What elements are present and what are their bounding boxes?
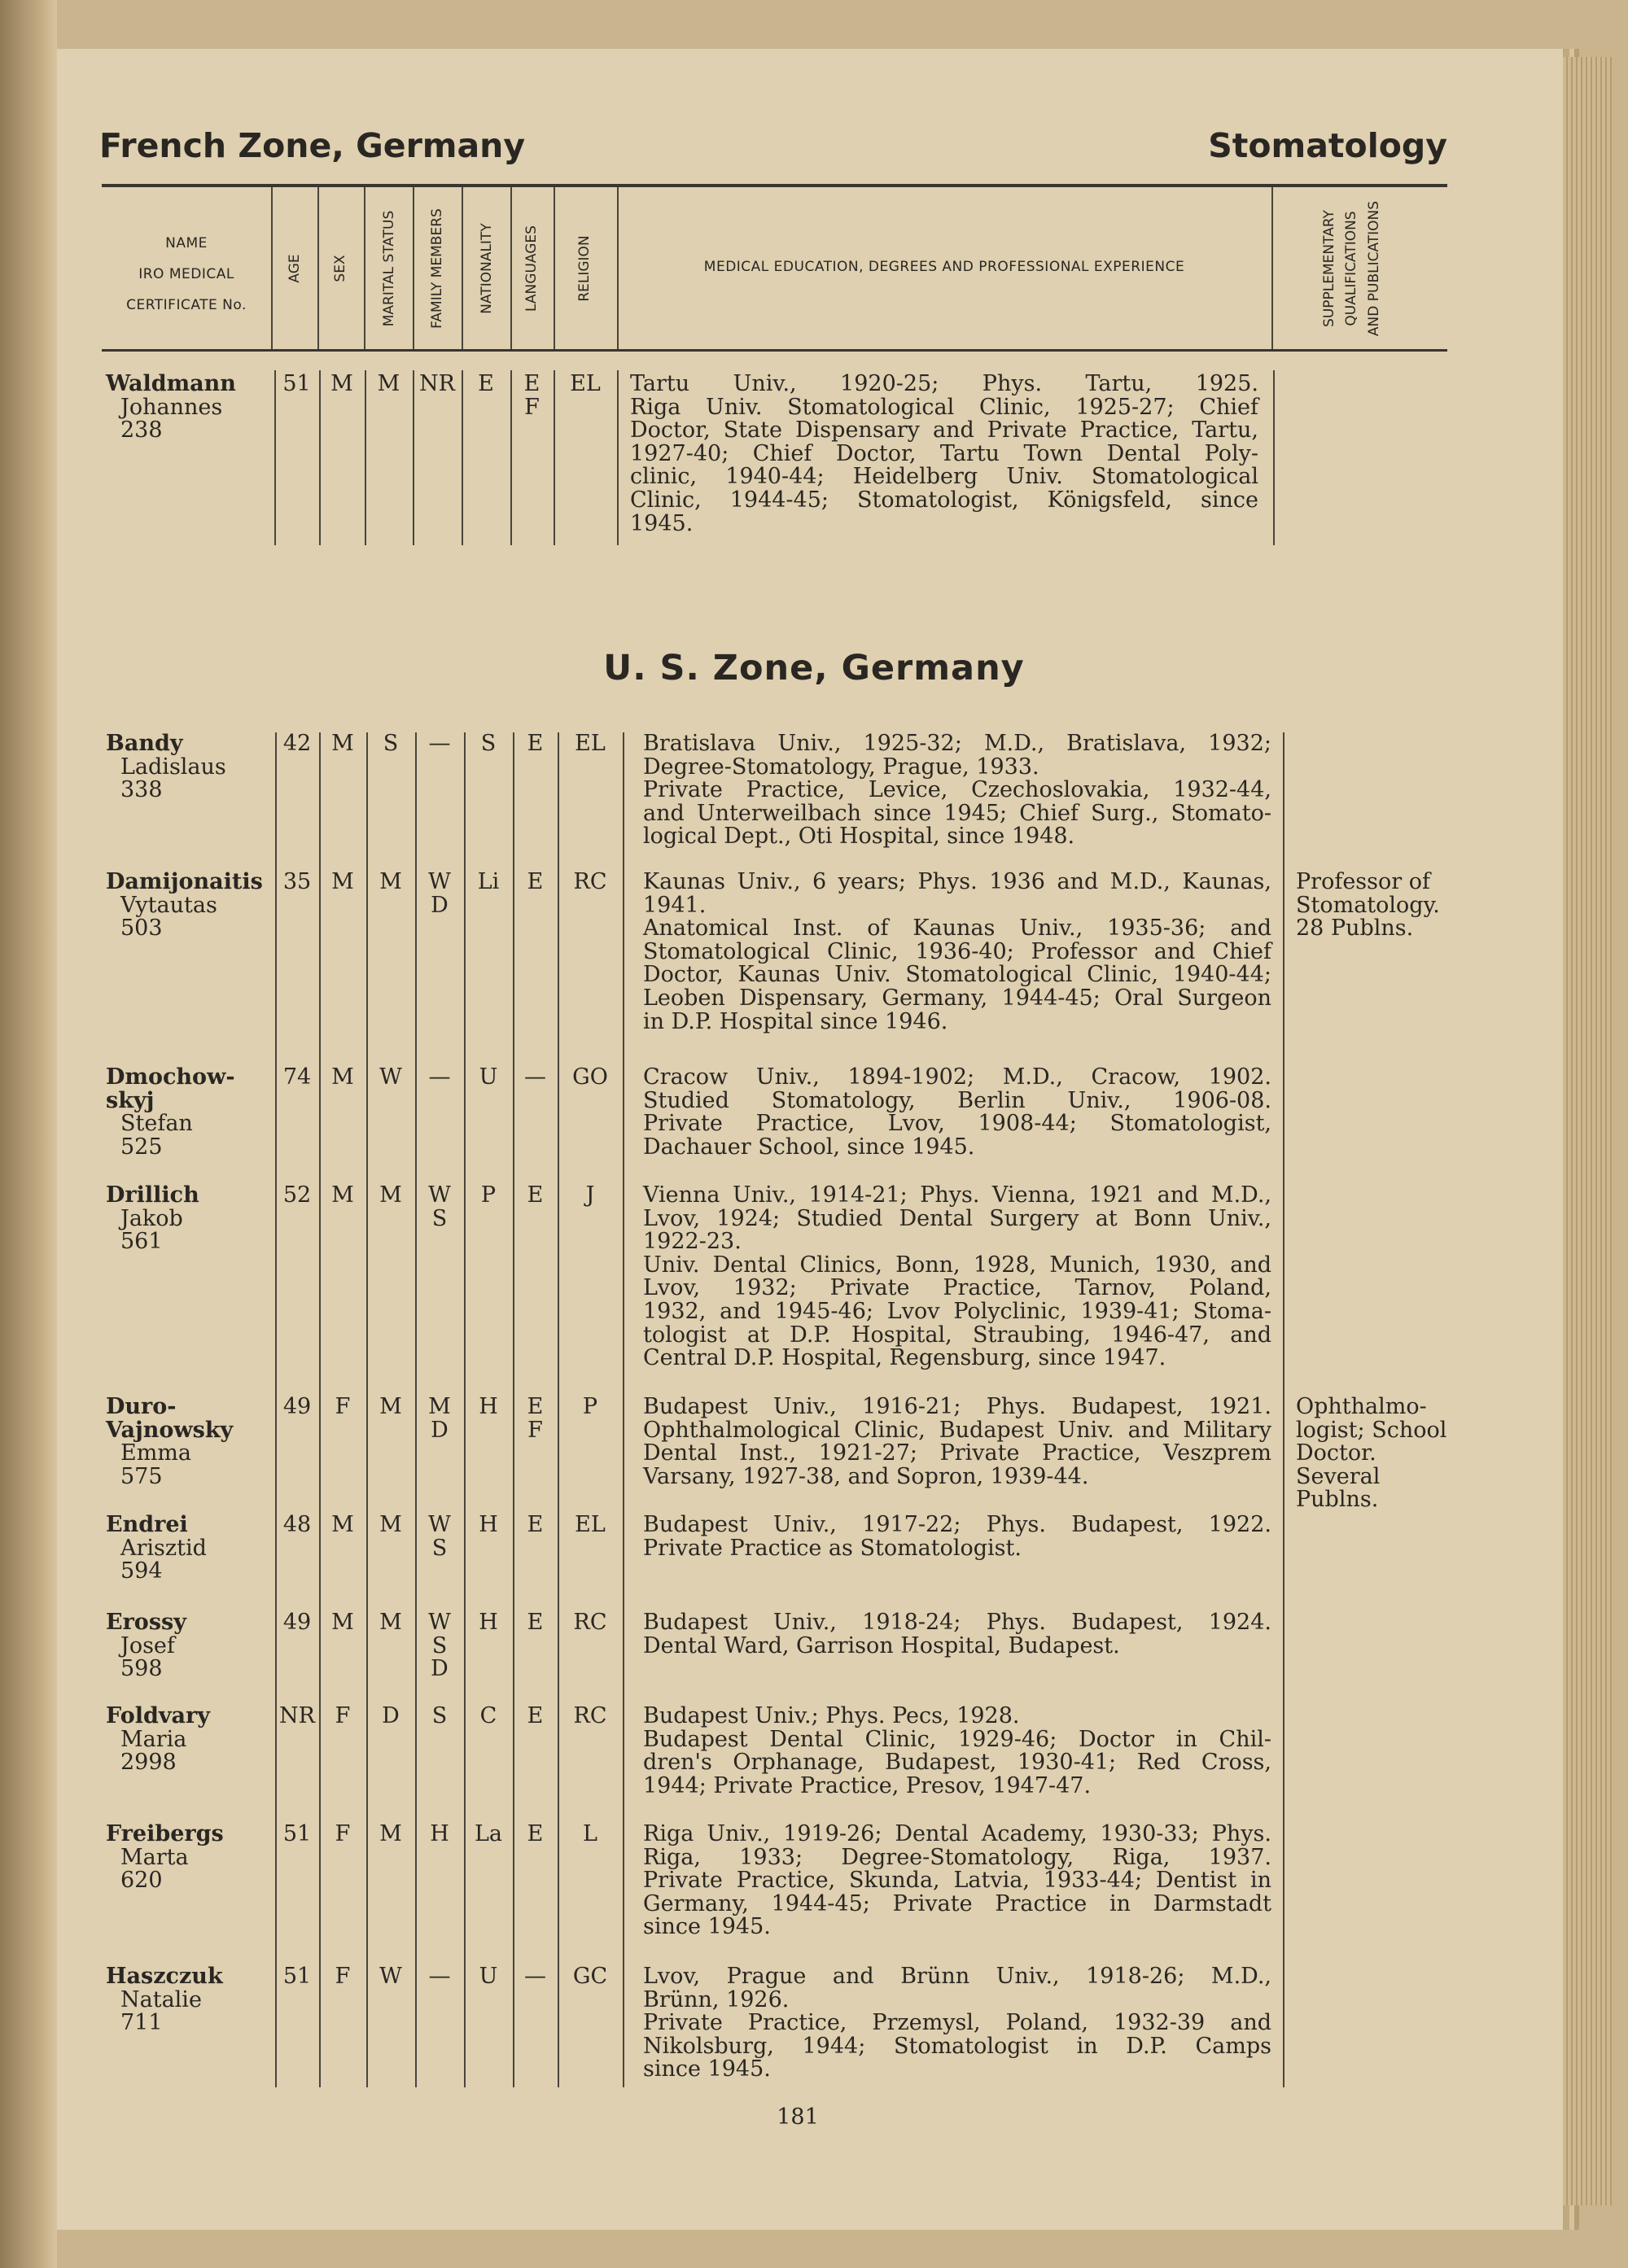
- entry-languages: —: [524, 1064, 546, 1090]
- surname: Waldmann: [106, 371, 236, 396]
- entry-marital: M: [379, 1610, 402, 1635]
- entry-education: [643, 1184, 1271, 1370]
- entry-languages: E F: [527, 1394, 544, 1443]
- column-divider: [364, 187, 365, 349]
- education-line: 1922-23.: [643, 1229, 742, 1255]
- education-line: and Unterweilbach since 1945; Chief Surg., Stomato-: [643, 800, 1271, 826]
- certificate-number: 561: [120, 1229, 163, 1255]
- column-divider: [413, 370, 414, 545]
- entry-religion: EL: [570, 371, 601, 396]
- column-header-marital-status: MARITAL STATUS: [381, 210, 397, 327]
- column-divider: [554, 370, 555, 545]
- certificate-number: 711: [120, 2010, 163, 2036]
- column-divider: [413, 187, 414, 349]
- education-line: Lvov, 1932; Private Practice, Tarnov, Poland,: [643, 1275, 1271, 1301]
- entry-languages: E: [527, 1610, 544, 1635]
- education-line: Budapest Univ.; Phys. Pecs, 1928.: [643, 1703, 1020, 1728]
- education-line: Private Practice, Przemysl, Poland, 1932-39 and: [643, 2010, 1271, 2036]
- entry-marital: M: [379, 1394, 402, 1419]
- given-name: Jakob: [120, 1205, 183, 1231]
- entry-sex: F: [335, 1821, 351, 1846]
- entry-education: [643, 1611, 1271, 1658]
- entry-supplementary: [1296, 1396, 1467, 1512]
- entry-education: [643, 1066, 1271, 1159]
- entry-age: 48: [282, 1512, 312, 1537]
- column-divider: [274, 370, 276, 545]
- given-name: Marta: [120, 1844, 189, 1870]
- entry-name: [106, 1514, 269, 1584]
- education-line: Budapest Dental Clinic, 1929-46; Doctor in Chil-: [643, 1726, 1271, 1752]
- column-divider: [319, 370, 321, 545]
- entry-family: —: [428, 1964, 451, 1989]
- education-line: Riga Univ. Stomatological Clinic, 1925-27; Chief: [630, 394, 1258, 420]
- certificate-number: 338: [120, 777, 163, 803]
- supplementary-line: 28 Publns.: [1296, 916, 1414, 942]
- education-line: Budapest Univ., 1916-21; Phys. Budapest, 1921.: [643, 1394, 1271, 1419]
- education-line: Brünn, 1926.: [643, 1986, 790, 2012]
- education-line: Central D.P. Hospital, Regensburg, since 1947.: [643, 1345, 1166, 1371]
- education-line: Leoben Dispensary, Germany, 1944-45; Oral Surgeon: [643, 985, 1271, 1011]
- entry-education: [643, 1705, 1271, 1798]
- education-line: clinic, 1940-44; Heidelberg Univ. Stomatological: [630, 464, 1258, 490]
- entry-name: [106, 373, 269, 443]
- education-line: Kaunas Univ., 6 years; Phys. 1936 and M.D., Kaunas,: [643, 869, 1271, 894]
- entry-family: S: [431, 1703, 448, 1728]
- certificate-number: 503: [120, 916, 163, 942]
- education-line: Budapest Univ., 1918-24; Phys. Budapest, 1924.: [643, 1610, 1271, 1635]
- header-top-rule: [102, 184, 1447, 187]
- certificate-number: 525: [120, 1134, 163, 1160]
- education-line: 1932, and 1945-46; Lvov Polyclinic, 1939-41; Stoma-: [643, 1298, 1271, 1324]
- entry-education: [643, 1514, 1271, 1560]
- entry-family: W D: [428, 869, 451, 918]
- surname: Duro-: [106, 1394, 177, 1419]
- entry-name: [106, 1823, 269, 1893]
- entry-name: [106, 1705, 269, 1775]
- entry-sex: M: [331, 869, 354, 894]
- column-divider: [1273, 370, 1275, 545]
- column-divider: [317, 187, 319, 349]
- education-line: Degree-Stomatology, Prague, 1933.: [643, 754, 1039, 780]
- surname: Vajnowsky: [106, 1417, 234, 1443]
- entry-sex: M: [331, 1182, 354, 1208]
- education-line: Doctor, State Dispensary and Private Practice, Tartu,: [630, 417, 1258, 444]
- entry-religion: RC: [573, 1610, 607, 1635]
- education-line: in D.P. Hospital since 1946.: [643, 1008, 948, 1034]
- column-divider: [554, 187, 555, 349]
- certificate-number: 2998: [120, 1750, 177, 1776]
- entry-marital: M: [379, 869, 402, 894]
- education-line: logical Dept., Oti Hospital, since 1948.: [643, 824, 1075, 850]
- entry-languages: E: [527, 731, 544, 756]
- entry-education: [643, 1823, 1271, 1939]
- entry-religion: EL: [575, 731, 606, 756]
- entry-religion: GC: [572, 1964, 608, 1989]
- entry-sex: M: [330, 371, 353, 396]
- entry-education: [643, 871, 1271, 1033]
- education-line: Lvov, 1924; Studied Dental Surgery at Bonn Univ.,: [643, 1205, 1271, 1231]
- entry-sex: M: [331, 1064, 354, 1090]
- entry-marital: D: [382, 1703, 400, 1728]
- entry-nationality: U: [479, 1064, 498, 1090]
- entry-languages: E F: [523, 371, 540, 420]
- column-divider: [271, 187, 273, 349]
- entry-family: NR: [419, 371, 455, 396]
- column-divider: [1283, 732, 1284, 2087]
- entry-family: M D: [428, 1394, 451, 1443]
- entry-marital: W: [379, 1064, 402, 1090]
- education-line: Nikolsburg, 1944; Stomatologist in D.P. Camps: [643, 2033, 1271, 2059]
- column-header-name-line: CERTIFICATE No.: [126, 297, 247, 313]
- education-line: Bratislava Univ., 1925-32; M.D., Bratislava, 1932;: [643, 731, 1271, 756]
- entry-languages: E: [527, 1703, 544, 1728]
- education-line: Clinic, 1944-45; Stomatologist, Königsfeld, since: [630, 487, 1258, 513]
- entry-religion: J: [585, 1182, 595, 1208]
- column-divider: [617, 370, 619, 545]
- entry-age: 42: [282, 731, 312, 756]
- header-zone-title: French Zone, Germany: [99, 126, 526, 165]
- entry-age: 74: [282, 1064, 312, 1090]
- column-divider: [462, 370, 463, 545]
- surname: Bandy: [106, 731, 183, 756]
- education-line: Dachauer School, since 1945.: [643, 1134, 975, 1160]
- column-header-languages: LANGUAGES: [523, 225, 540, 312]
- surname: Haszczuk: [106, 1964, 223, 1989]
- education-line: Vienna Univ., 1914-21; Phys. Vienna, 1921 and M.D.,: [643, 1182, 1271, 1208]
- certificate-number: 575: [120, 1463, 163, 1489]
- education-line: Dental Ward, Garrison Hospital, Budapest.: [643, 1632, 1120, 1658]
- entry-sex: F: [335, 1703, 351, 1728]
- supplementary-line: Publns.: [1296, 1487, 1379, 1513]
- surname: Drillich: [106, 1182, 199, 1208]
- entry-nationality: H: [479, 1512, 498, 1537]
- entry-age: NR: [279, 1703, 315, 1728]
- entry-education: [630, 373, 1258, 535]
- education-line: Varsany, 1927-38, and Sopron, 1939-44.: [643, 1463, 1089, 1489]
- certificate-number: 238: [120, 417, 163, 444]
- education-line: Private Practice, Skunda, Latvia, 1933-44; Dentist in: [643, 1868, 1271, 1894]
- column-header-age: AGE: [287, 254, 303, 283]
- entry-nationality: P: [480, 1182, 497, 1208]
- column-header-family-members: FAMILY MEMBERS: [429, 208, 445, 329]
- entry-age: 35: [282, 869, 312, 894]
- given-name: Johannes: [120, 394, 223, 420]
- education-line: Lvov, Prague and Brünn Univ., 1918-26; M.D.,: [643, 1964, 1271, 1989]
- entry-religion: L: [583, 1821, 597, 1846]
- entry-age: 51: [282, 1964, 312, 1989]
- certificate-number: 594: [120, 1558, 163, 1584]
- surname: Dmochow-: [106, 1064, 235, 1090]
- entry-sex: M: [331, 731, 354, 756]
- given-name: Natalie: [120, 1986, 202, 2012]
- given-name: Emma: [120, 1440, 192, 1466]
- column-header-supplementary-line: QUALIFICATIONS: [1343, 211, 1359, 326]
- entry-age: 49: [282, 1610, 312, 1635]
- entry-family: W S D: [428, 1610, 451, 1682]
- education-line: 1944; Private Practice, Presov, 1947-47.: [643, 1772, 1092, 1798]
- surname: Endrei: [106, 1512, 188, 1537]
- education-line: Private Practice as Stomatologist.: [643, 1535, 1022, 1561]
- entry-religion: EL: [575, 1512, 606, 1537]
- education-line: Tartu Univ., 1920-25; Phys. Tartu, 1925.: [630, 371, 1258, 396]
- supplementary-line: Doctor.: [1296, 1440, 1376, 1466]
- supplementary-line: Ophthalmo-: [1296, 1394, 1427, 1419]
- entry-name: [106, 1611, 269, 1681]
- entry-languages: E: [527, 869, 544, 894]
- education-line: Doctor, Kaunas Univ. Stomatological Clinic, 1940-44;: [643, 962, 1271, 988]
- entry-name: [106, 1066, 269, 1159]
- education-line: Ophthalmological Clinic, Budapest Univ. and Military: [643, 1417, 1271, 1443]
- given-name: Ladislaus: [120, 754, 226, 780]
- entry-sex: M: [331, 1512, 354, 1537]
- zone-heading-us: U. S. Zone, Germany: [603, 648, 1025, 688]
- column-divider: [623, 732, 624, 2087]
- entry-marital: M: [377, 371, 400, 396]
- education-line: Univ. Dental Clinics, Bonn, 1928, Munich, 1930, and: [643, 1252, 1271, 1278]
- entry-nationality: C: [479, 1703, 497, 1728]
- entry-nationality: La: [474, 1821, 503, 1846]
- entry-marital: W: [379, 1964, 402, 1989]
- column-header-sex: SEX: [332, 255, 348, 282]
- surname: Foldvary: [106, 1703, 210, 1728]
- column-header-name-line: NAME: [165, 235, 208, 251]
- entry-sex: F: [335, 1394, 351, 1419]
- entry-languages: E: [527, 1512, 544, 1537]
- entry-languages: —: [524, 1964, 546, 1989]
- entry-name: [106, 1396, 269, 1488]
- entry-family: H: [430, 1821, 449, 1846]
- given-name: Vytautas: [120, 892, 217, 918]
- entry-religion: RC: [573, 1703, 607, 1728]
- page-edges: [1563, 57, 1612, 2205]
- education-line: Private Practice, Levice, Czechoslovakia, 1932-44,: [643, 777, 1271, 803]
- surname: Freibergs: [106, 1821, 224, 1846]
- entry-name: [106, 732, 269, 802]
- education-line: Dental Inst., 1921-27; Private Practice, Veszprem: [643, 1440, 1271, 1466]
- entry-family: —: [428, 731, 451, 756]
- surname: Damijonaitis: [106, 869, 263, 894]
- book-spine-shadow: [0, 0, 57, 2268]
- certificate-number: 620: [120, 1868, 163, 1894]
- entry-age: 49: [282, 1394, 312, 1419]
- entry-name: [106, 1965, 269, 2035]
- education-line: 1941.: [643, 892, 707, 918]
- column-divider: [1271, 187, 1273, 349]
- entry-religion: RC: [573, 869, 607, 894]
- education-line: Budapest Univ., 1917-22; Phys. Budapest, 1922.: [643, 1512, 1271, 1537]
- entry-education: [643, 732, 1271, 849]
- given-name: Stefan: [120, 1111, 193, 1137]
- entry-sex: F: [335, 1964, 351, 1989]
- entry-marital: S: [383, 731, 399, 756]
- education-line: Stomatological Clinic, 1936-40; Professor and Chief: [643, 938, 1271, 964]
- column-header-name: [102, 228, 271, 321]
- header-section-title: Stomatology: [1208, 126, 1447, 165]
- column-header-supplementary-line: AND PUBLICATIONS: [1366, 200, 1382, 337]
- entry-marital: M: [379, 1182, 402, 1208]
- education-line: Anatomical Inst. of Kaunas Univ., 1935-36; and: [643, 916, 1271, 942]
- entry-nationality: U: [479, 1964, 498, 1989]
- entry-nationality: E: [478, 371, 494, 396]
- education-line: Studied Stomatology, Berlin Univ., 1906-08.: [643, 1087, 1271, 1113]
- column-header-nationality: NATIONALITY: [479, 223, 495, 314]
- entry-religion: GO: [572, 1064, 608, 1090]
- header-bottom-rule: [102, 349, 1447, 352]
- education-line: Riga Univ., 1919-26; Dental Academy, 1930-33; Phys.: [643, 1821, 1271, 1846]
- supplementary-line: logist; School: [1296, 1417, 1447, 1443]
- surname: skyj: [106, 1087, 155, 1113]
- education-line: since 1945.: [643, 1914, 771, 1940]
- column-header-supplementary-line: SUPPLEMENTARY: [1321, 210, 1337, 327]
- entry-languages: E: [527, 1821, 544, 1846]
- education-line: dren's Orphanage, Budapest, 1930-41; Red Cross,: [643, 1750, 1271, 1776]
- entry-age: 51: [282, 371, 311, 396]
- education-line: Riga, 1933; Degree-Stomatology, Riga, 1937.: [643, 1844, 1271, 1870]
- entry-education: [643, 1965, 1271, 2082]
- column-header-name-line: IRO MEDICAL: [138, 266, 234, 282]
- entry-languages: E: [527, 1182, 544, 1208]
- education-line: Cracow Univ., 1894-1902; M.D., Cracow, 1902.: [643, 1064, 1271, 1090]
- column-divider: [510, 187, 512, 349]
- entry-marital: M: [379, 1512, 402, 1537]
- entry-religion: P: [582, 1394, 598, 1419]
- column-divider: [365, 370, 366, 545]
- supplementary-line: Professor of: [1296, 869, 1431, 894]
- entry-marital: M: [379, 1821, 402, 1846]
- entry-supplementary: [1296, 871, 1467, 941]
- entry-sex: M: [331, 1610, 354, 1635]
- surname: Erossy: [106, 1610, 186, 1635]
- supplementary-line: Several: [1296, 1463, 1381, 1489]
- entry-name: [106, 871, 269, 941]
- column-header-education: MEDICAL EDUCATION, DEGREES AND PROFESSIONAL EXPERIENCE: [703, 259, 1185, 275]
- education-line: 1945.: [630, 510, 694, 536]
- column-header-religion: RELIGION: [576, 235, 593, 302]
- entry-family: W S: [428, 1512, 451, 1561]
- entry-age: 51: [282, 1821, 312, 1846]
- education-line: since 1945.: [643, 2056, 771, 2082]
- page-number: 181: [777, 2104, 819, 2130]
- entry-nationality: S: [480, 731, 497, 756]
- education-line: 1927-40; Chief Doctor, Tartu Town Dental Poly-: [630, 440, 1258, 466]
- certificate-number: 598: [120, 1656, 163, 1682]
- entry-education: [643, 1396, 1271, 1488]
- given-name: Maria: [120, 1726, 187, 1752]
- entry-family: —: [428, 1064, 451, 1090]
- education-line: tologist at D.P. Hospital, Straubing, 1946-47, and: [643, 1322, 1271, 1348]
- supplementary-line: Stomatology.: [1296, 892, 1440, 918]
- education-line: Private Practice, Lvov, 1908-44; Stomatologist,: [643, 1111, 1271, 1137]
- given-name: Arisztid: [120, 1535, 207, 1561]
- entry-nationality: Li: [477, 869, 500, 894]
- entry-family: W S: [428, 1182, 451, 1231]
- entry-nationality: H: [479, 1610, 498, 1635]
- column-divider: [617, 187, 619, 349]
- given-name: Josef: [120, 1632, 175, 1658]
- column-divider: [462, 187, 463, 349]
- entry-name: [106, 1184, 269, 1254]
- education-line: Germany, 1944-45; Private Practice in Darmstadt: [643, 1890, 1271, 1916]
- entry-nationality: H: [479, 1394, 498, 1419]
- entry-age: 52: [282, 1182, 312, 1208]
